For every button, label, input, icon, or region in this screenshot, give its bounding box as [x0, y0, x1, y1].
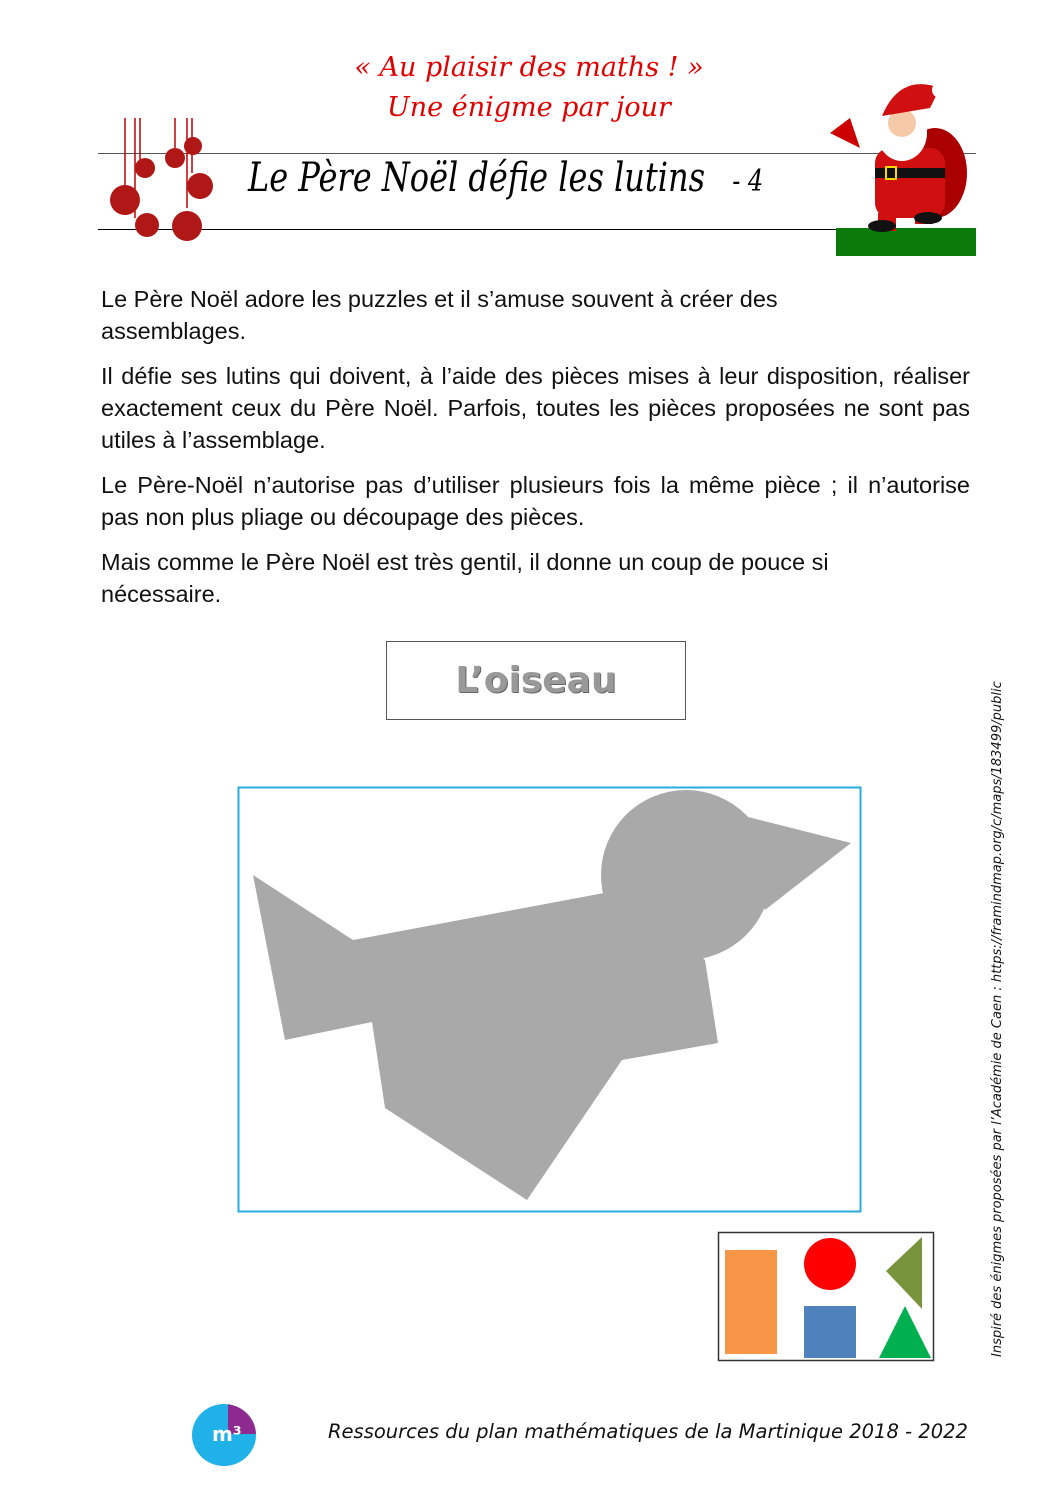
- puzzle-number: - 4: [732, 164, 764, 199]
- header-subtitle-1: « Au plaisir des maths ! »: [354, 52, 704, 83]
- title-row: [248, 155, 763, 201]
- header-subtitle-2: Une énigme par jour: [387, 92, 671, 123]
- paragraph: Le Père-Noël n’autorise pas d’utiliser plusieurs fois la même pièce ; il n’autorise pas non plus pliage ou découpage des pièces.: [101, 472, 970, 530]
- puzzle-name: L’oiseau: [386, 641, 686, 720]
- piece-red-circle: [804, 1238, 856, 1290]
- m3-logo: [192, 1404, 256, 1466]
- pieces-box: [719, 1233, 934, 1361]
- piece-olive-triangle: [886, 1237, 922, 1309]
- footer-text: Ressources du plan mathématiques de la Martinique 2018 - 2022: [328, 1420, 968, 1443]
- piece-green-triangle: [879, 1306, 931, 1358]
- puzzle-frame: [239, 788, 861, 1212]
- piece-blue-square: [804, 1306, 856, 1358]
- source-credit: Inspiré des énigmes proposées par l’Académie de Caen : https://framindmap.org/c/maps/183499/public: [990, 681, 1005, 1357]
- christmas-baubles-icon: [105, 118, 215, 248]
- paragraph: Il défie ses lutins qui doivent, à l’aide des pièces mises à leur disposition, réaliser exactement ceux du Père Noël. Parfois, toutes les pièces proposées ne sont pas utiles à l’assemblage.: [101, 363, 970, 453]
- logo-text: m³: [212, 1422, 242, 1446]
- instructions: [101, 283, 970, 623]
- bird-silhouette: [253, 790, 851, 1200]
- piece-orange-rectangle: [725, 1250, 777, 1354]
- paragraph: Mais comme le Père Noël est très gentil, il donne un coup de pouce si nécessaire.: [101, 549, 829, 607]
- paragraph: Le Père Noël adore les puzzles et il s’amuse souvent à créer des assemblages.: [101, 286, 778, 344]
- santa-claus-icon: [830, 78, 976, 256]
- page-title: Le Père Noël défie les lutins: [248, 155, 706, 201]
